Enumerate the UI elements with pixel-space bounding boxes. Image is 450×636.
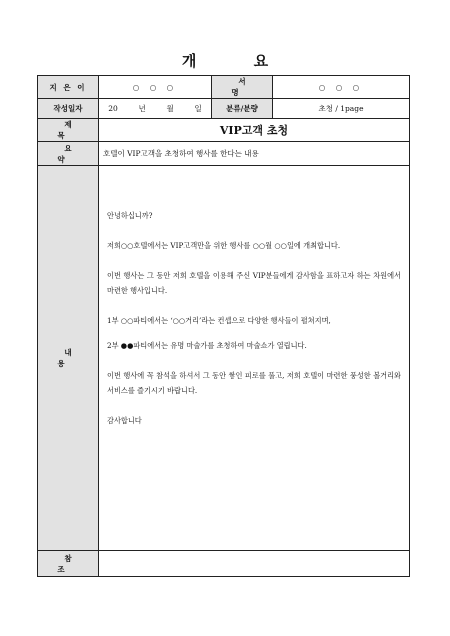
author-row <box>38 76 410 99</box>
summary-label: 요 약 <box>38 142 99 166</box>
overview-table <box>37 75 410 577</box>
content-body <box>99 166 410 551</box>
greeting-text: 안녕하십니까? <box>107 211 153 220</box>
subject-row <box>38 119 410 142</box>
paragraph-2: 이번 행사는 그 동안 저희 호텔을 이용해 주신 VIP분들에게 감사함을 표하고자 하는 차원에서 마련한 행사입니다. <box>107 271 401 295</box>
summary-row <box>38 142 410 166</box>
paragraph-3: 이번 행사에 꼭 참석을 하셔서 그 동안 쌓인 피로를 풀고, 저희 호텔이 마련한 풍성한 볼거리와 서비스를 즐기시기 바랍니다. <box>107 371 401 395</box>
paragraph-1: 저희○○호텔에서는 VIP고객만을 위한 행사를 ○○월 ○○일에 개최합니다. <box>107 241 341 250</box>
subject-value: VIP고객 초청 <box>99 119 410 142</box>
date-row <box>38 99 410 119</box>
item-2: 2부 ●●파티에서는 유명 마술가를 초청하여 마술쇼가 열립니다. <box>107 341 307 350</box>
category-value: 초청 / 1page <box>273 99 410 119</box>
content-label: 내 용 <box>38 166 99 551</box>
signature-value: ○ ○ ○ <box>273 76 410 99</box>
author-label: 지 은 이 <box>38 76 99 99</box>
page-title: 개 요 <box>181 52 295 70</box>
item-1: 1부 ○○파티에서는 ‘○○거리’라는 컨셉으로 다양한 행사들이 펼쳐지며, <box>107 316 331 325</box>
reference-label: 참 조 <box>38 551 99 577</box>
category-label: 분류/분량 <box>212 99 273 119</box>
summary-value: 호텔이 VIP고객을 초청하여 행사를 한다는 내용 <box>99 142 410 166</box>
date-value: 20 년 월 일 <box>99 99 212 119</box>
reference-row <box>38 551 410 577</box>
signature-label: 서 명 <box>212 76 273 99</box>
content-row <box>38 166 410 551</box>
reference-value <box>99 551 410 577</box>
subject-label: 제 목 <box>38 119 99 142</box>
date-label: 작성일자 <box>38 99 99 119</box>
closing-text: 감사합니다 <box>107 416 142 425</box>
author-value: ○ ○ ○ <box>99 76 212 99</box>
